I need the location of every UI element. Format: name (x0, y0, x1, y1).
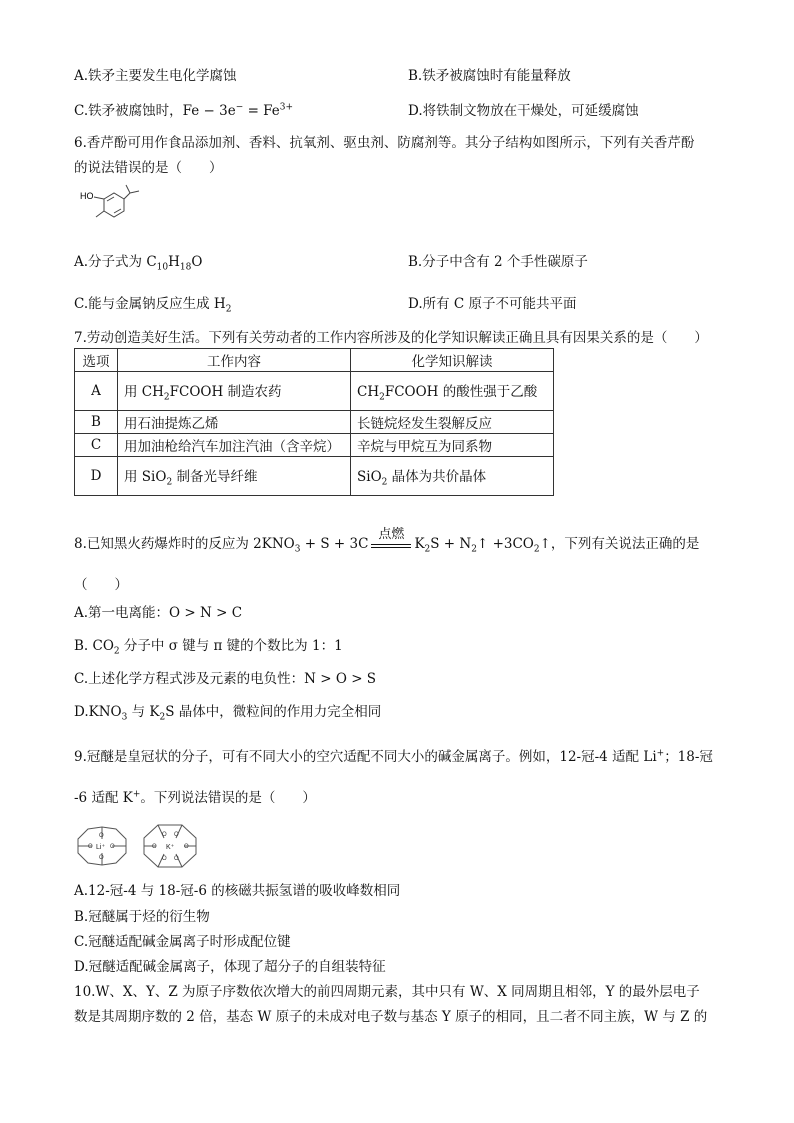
svg-text:O: O (162, 832, 167, 838)
q6-stem-line1: 6.香芹酚可用作食品添加剂、香料、抗氧剂、驱虫剂、防腐剂等。其分子结构如图所示，下列有关香芹酚 (74, 135, 695, 151)
row-knowledge: 长链烷烃发生裂解反应 (351, 411, 554, 434)
q6-option-d: D.所有 C 原子不可能共平面 (408, 296, 577, 312)
q5-option-a: A.铁矛主要发生电化学腐蚀 (74, 68, 237, 84)
row-knowledge: $CH_2FCOOH$ 的酸性强于乙酸 (351, 372, 554, 411)
q5-option-c: C.铁矛被腐蚀时，$Fe - 3e^- = Fe^{3+}$ (74, 102, 294, 119)
carvacrol-structure (76, 183, 146, 225)
hydroxyl-label: HO (80, 191, 94, 201)
svg-text:O: O (88, 844, 93, 850)
q8-option-b: B. $CO_2$ 分子中 σ 键与 π 键的个数比为 1：1 (74, 638, 343, 657)
q9-option-c: C.冠醚适配碱金属离子时形成配位键 (74, 934, 291, 950)
q8-option-c: C.上述化学方程式涉及元素的电负性：N > O > S (74, 671, 377, 687)
svg-text:O: O (174, 832, 179, 838)
row-work: 用 SiO$_2$ 制备光导纤维 (118, 457, 351, 496)
row-option: D (75, 457, 118, 496)
header-option: 选项 (75, 349, 118, 372)
crown-ether-18-6-structure (140, 822, 200, 870)
q8-option-a: A.第一电离能：O > N > C (74, 605, 243, 621)
q6-stem-line2: 的说法错误的是（ ） (74, 160, 223, 176)
svg-text:O: O (162, 856, 167, 862)
crown-ether-12-4-structure (74, 825, 130, 867)
row-option: A (75, 372, 118, 411)
svg-text:O: O (110, 844, 115, 850)
svg-text:O: O (99, 855, 104, 861)
q5-option-d: D.将铁制文物放在干燥处，可延缓腐蚀 (408, 103, 639, 119)
svg-text:O: O (99, 833, 104, 839)
header-knowledge: 化学知识解读 (351, 349, 554, 372)
reaction-arrow: 点燃 (371, 538, 411, 548)
row-option: B (75, 411, 118, 434)
q5-option-b: B.铁矛被腐蚀时有能量释放 (408, 68, 571, 84)
q9-stem-line2: -6 适配 K+。下列说法错误的是（ ） (74, 789, 316, 806)
q8-paren: （ ） (74, 577, 128, 593)
row-knowledge: 辛烷与甲烷互为同系物 (351, 434, 554, 457)
q6-option-a: A.分子式为 $C_{10}H_{18}O$ (74, 254, 203, 273)
table-row (75, 372, 554, 411)
potassium-ion-label: K⁺ (166, 844, 175, 851)
row-knowledge: SiO$_2$ 晶体为共价晶体 (351, 457, 554, 496)
q7-table (74, 348, 554, 496)
q9-option-d: D.冠醚适配碱金属离子，体现了超分子的自组装特征 (74, 959, 386, 975)
row-option: C (75, 434, 118, 457)
svg-text:O: O (174, 856, 179, 862)
table-header-row (75, 349, 554, 372)
header-work: 工作内容 (118, 349, 351, 372)
q6-option-b: B.分子中含有 2 个手性碳原子 (408, 254, 588, 270)
q6-option-c: C.能与金属钠反应生成 $H_2$ (74, 296, 232, 315)
q9-option-b: B.冠醚属于烃的衍生物 (74, 909, 210, 925)
q9-stem-line1: 9.冠醚是皇冠状的分子，可有不同大小的空穴适配不同大小的碱金属离子。例如，12-冠-4 适配 Li+；18-冠 (74, 748, 713, 765)
svg-text:O: O (184, 844, 189, 850)
row-work: 用 $CH_2FCOOH$ 制造农药 (118, 372, 351, 411)
table-row (75, 411, 554, 434)
table-row (75, 434, 554, 457)
q8-stem: 8.已知黑火药爆炸时的反应为 $2KNO_3 + S + 3C$ 点燃 $K_2S$ + $N_2↑$ $+3CO_2↑$，下列有关说法正确的是 (74, 527, 700, 555)
q7-stem: 7.劳动创造美好生活。下列有关劳动者的工作内容所涉及的化学知识解读正确且具有因果关系的是（ ） (74, 330, 708, 346)
table-row (75, 457, 554, 496)
svg-text:O: O (152, 844, 157, 850)
row-work: 用加油枪给汽车加注汽油（含辛烷） (118, 434, 351, 457)
q9-option-a: A.12-冠-4 与 18-冠-6 的核磁共振氢谱的吸收峰数相同 (74, 883, 401, 899)
q10-stem-line2: 数是其周期序数的 2 倍，基态 W 原子的未成对电子数与基态 Y 原子的相同，且二者不同主族，W 与 Z 的 (74, 1009, 708, 1025)
row-work: 用石油提炼乙烯 (118, 411, 351, 434)
q8-option-d: $D.KNO_3$ 与 $K_2S$ 晶体中，微粒间的作用力完全相同 (74, 704, 382, 723)
lithium-ion-label: Li⁺ (96, 844, 106, 851)
q10-stem-line1: 10.W、X、Y、Z 为原子序数依次增大的前四周期元素，其中只有 W、X 同周期且相邻，Y 的最外层电子 (74, 984, 700, 1000)
